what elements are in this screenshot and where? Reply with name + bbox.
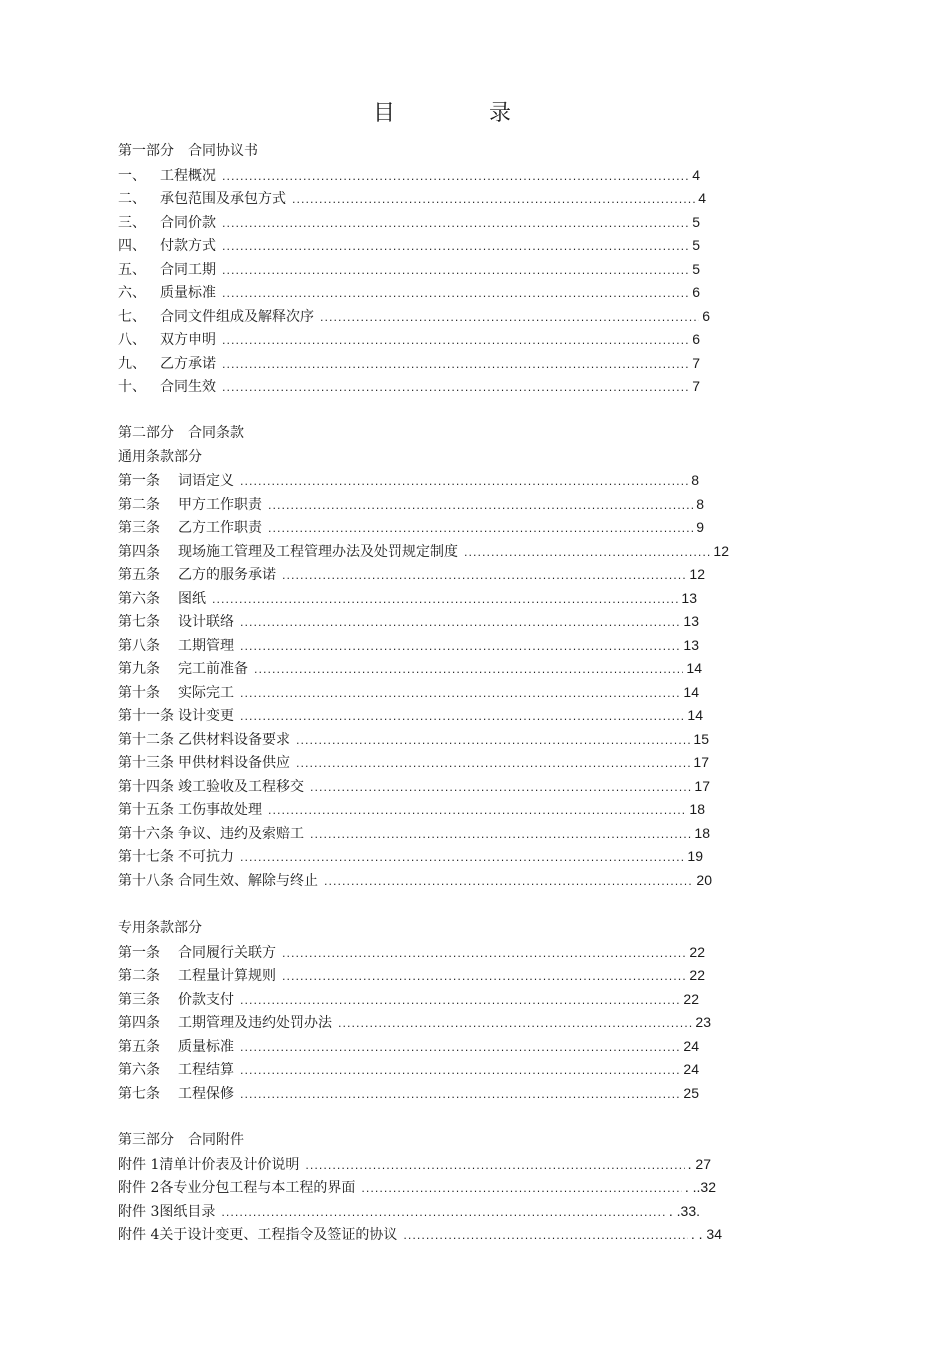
toc-entry-number: 第二条: [118, 968, 160, 984]
toc-entry-title: 合同生效、解除与终止: [178, 872, 318, 889]
toc-entry-title: 工程概况: [160, 167, 216, 184]
dot-leader: [222, 284, 689, 304]
toc-entry-title: 付款方式: [160, 238, 216, 254]
toc-entry-title: 工程保修: [178, 1085, 234, 1102]
toc-entry-number: 十、: [118, 379, 146, 395]
toc-entry[interactable]: [118, 965, 705, 985]
toc-entry-title: 质量标准: [178, 1038, 234, 1055]
toc-entry-title: 合同履行关联方: [178, 944, 276, 961]
dot-leader: [240, 848, 684, 868]
toc-entry-title: 现场施工管理及工程管理办法及处罚规定制度: [178, 543, 458, 560]
dot-leader: [338, 1014, 692, 1034]
toc-entry-page: 24: [683, 1061, 699, 1077]
toc-entry-title: 词语定义: [178, 473, 234, 489]
toc-entry-page: 8: [691, 472, 699, 488]
toc-entry[interactable]: [118, 823, 710, 843]
toc-entry[interactable]: [118, 799, 705, 819]
toc-entry-title: 乙方工作职责: [178, 520, 262, 536]
toc-entry[interactable]: [118, 282, 700, 302]
toc-entry-page: . ..32: [684, 1179, 716, 1195]
toc-entry[interactable]: [118, 1201, 700, 1221]
dot-leader: [296, 731, 690, 751]
toc-entry-title: 双方申明: [160, 332, 216, 348]
dot-leader: [240, 684, 680, 704]
toc-entry-number: 第十五条: [118, 802, 174, 818]
toc-entry-title: 甲供材料设备供应: [178, 755, 290, 771]
toc-entry[interactable]: [118, 1059, 699, 1079]
toc-entry-number: 第五条: [118, 567, 160, 583]
toc-entry-title: 合同文件组成及解释次序: [160, 308, 314, 325]
dot-leader: [222, 167, 689, 187]
dot-leader: [240, 613, 680, 633]
toc-entry-page: 14: [683, 683, 699, 700]
toc-entry-title: 工伤事故处理: [178, 802, 262, 818]
toc-entry-title: 工期管理及违约处罚办法: [178, 1015, 332, 1031]
toc-entry-number: 第八条: [118, 637, 160, 654]
toc-entry-number: 九、: [118, 355, 146, 372]
section-heading: 专用条款部分: [118, 920, 202, 936]
toc-entry-title: 承包范围及承包方式: [160, 191, 286, 207]
toc-entry-title: 清单计价表及计价说明: [159, 1156, 300, 1173]
toc-entry[interactable]: [118, 353, 700, 373]
toc-entry[interactable]: [118, 541, 729, 561]
toc-entry-number: 第四条: [118, 1015, 160, 1031]
toc-entry[interactable]: [118, 1154, 711, 1174]
toc-entry[interactable]: [118, 165, 700, 185]
dot-leader: [292, 190, 695, 210]
toc-entry-page: 23: [695, 1014, 711, 1030]
toc-entry-page: 25: [683, 1084, 699, 1101]
toc-entry-page: 9: [696, 519, 704, 535]
toc-entry-number: 第五条: [118, 1038, 160, 1055]
toc-entry-number: 第七条: [118, 614, 160, 630]
toc-entry-number: 第二条: [118, 496, 160, 513]
dot-leader: [240, 1061, 680, 1081]
toc-entry-title: 不可抗力: [178, 849, 234, 865]
toc-entry-number: 第十六条: [118, 825, 174, 842]
toc-entry-number: 第十七条: [118, 849, 174, 865]
toc-entry-page: 6: [692, 284, 700, 300]
dot-leader: [310, 778, 691, 798]
toc-entry[interactable]: [118, 682, 699, 702]
toc-entry[interactable]: [118, 729, 709, 749]
dot-leader: [320, 308, 699, 328]
toc-entry[interactable]: [118, 188, 706, 208]
toc-entry[interactable]: [118, 1083, 699, 1103]
toc-entry-page: . 27: [687, 1155, 711, 1172]
dot-leader: [222, 214, 689, 234]
toc-entry-page: 4: [698, 190, 706, 206]
toc-entry-number: 第三条: [118, 991, 160, 1008]
toc-entry[interactable]: [118, 776, 710, 796]
toc-entry-title: 设计联络: [178, 614, 234, 630]
toc-entry-number: 五、: [118, 261, 146, 278]
dot-leader: [222, 378, 689, 398]
toc-entry-title: 工程量计算规则: [178, 968, 276, 984]
dot-leader: [240, 707, 684, 727]
toc-entry-page: 13: [683, 613, 699, 629]
toc-entry-title: 乙方承诺: [160, 355, 216, 372]
section-heading: 第一部分 合同协议书: [118, 143, 258, 159]
toc-entry-page: 5: [692, 237, 700, 253]
toc-entry[interactable]: [118, 588, 697, 608]
toc-entry-number: 第一条: [118, 944, 160, 961]
toc-entry-page: 5: [692, 260, 700, 277]
toc-entry-page: 7: [692, 378, 700, 394]
toc-entry-number: 第十一条: [118, 708, 174, 724]
toc-entry-number: 附件 2: [118, 1180, 160, 1196]
toc-entry-number: 附件 4: [118, 1227, 160, 1243]
dot-leader: [282, 944, 686, 964]
dot-leader: [310, 825, 691, 845]
dot-leader: [240, 991, 680, 1011]
toc-entry-page: 12: [689, 566, 705, 582]
toc-entry-title: 图纸目录: [159, 1203, 216, 1220]
toc-entry-number: 附件 3: [118, 1203, 160, 1220]
toc-entry[interactable]: [118, 870, 712, 890]
toc-entry-page: 7: [692, 354, 700, 371]
toc-entry-page: . . 34: [690, 1226, 722, 1242]
toc-entry-title: 乙方的服务承诺: [178, 567, 276, 583]
toc-entry[interactable]: [118, 1224, 722, 1244]
dot-leader: [240, 1085, 680, 1105]
toc-entry-title: 图纸: [178, 590, 206, 607]
toc-entry-title: 合同生效: [160, 379, 216, 395]
toc-entry-title: 关于设计变更、工程指令及签证的协议: [159, 1227, 398, 1243]
dot-leader: [324, 872, 693, 892]
toc-entry-number: 八、: [118, 332, 146, 348]
toc-entry[interactable]: [118, 705, 703, 725]
toc-entry-title: 各专业分包工程与本工程的界面: [159, 1180, 356, 1196]
dot-leader: [240, 1038, 680, 1058]
toc-entry-page: 18: [689, 801, 705, 817]
toc-entry[interactable]: [118, 611, 699, 631]
dot-leader: [240, 472, 688, 492]
toc-entry[interactable]: [118, 1177, 716, 1197]
toc-entry-number: 七、: [118, 308, 146, 325]
toc-entry-title: 工期管理: [178, 637, 234, 654]
toc-entry[interactable]: [118, 989, 699, 1009]
toc-entry[interactable]: [118, 212, 700, 232]
toc-entry-number: 第十四条: [118, 778, 174, 795]
dot-leader: [212, 590, 678, 610]
toc-entry[interactable]: [118, 470, 699, 490]
dot-leader: [268, 519, 693, 539]
toc-entry[interactable]: [118, 658, 702, 678]
dot-leader: [222, 355, 689, 375]
toc-entry-title: 工程结算: [178, 1062, 234, 1078]
toc-entry[interactable]: [118, 1036, 699, 1056]
toc-entry-number: 第四条: [118, 543, 160, 560]
toc-entry-page: 24: [683, 1037, 699, 1054]
toc-entry-number: 附件 1: [118, 1156, 160, 1173]
toc-entry[interactable]: [118, 259, 700, 279]
toc-entry-page: 14: [687, 707, 703, 723]
toc-entry-page: 22: [683, 990, 699, 1007]
toc-entry-page: 19: [687, 848, 703, 864]
dot-leader: [464, 543, 710, 563]
toc-entry[interactable]: [118, 1012, 711, 1032]
toc-entry-title: 完工前准备: [178, 661, 248, 677]
toc-entry-title: 设计变更: [178, 708, 234, 724]
dot-leader: [282, 967, 686, 987]
toc-entry[interactable]: [118, 564, 705, 584]
toc-entry-title: 甲方工作职责: [178, 496, 262, 513]
toc-entry-page: 6: [692, 331, 700, 347]
toc-entry-number: 一、: [118, 167, 146, 184]
toc-entry-page: 15: [693, 730, 709, 747]
toc-entry[interactable]: [118, 235, 700, 255]
toc-entry[interactable]: [118, 517, 704, 537]
toc-entry-page: 20: [696, 871, 712, 888]
dot-leader: [222, 237, 689, 257]
toc-entry[interactable]: [118, 846, 703, 866]
toc-entry-title: 合同工期: [160, 261, 216, 278]
toc-entry-page: 17: [694, 777, 710, 794]
toc-entry-title: 质量标准: [160, 285, 216, 301]
dot-leader: [305, 1156, 684, 1176]
toc-entry-number: 第六条: [118, 590, 160, 607]
dot-leader: [221, 1203, 666, 1223]
toc-entry-number: 第十条: [118, 684, 160, 701]
toc-entry-number: 第十二条: [118, 731, 174, 748]
dot-leader: [282, 566, 686, 586]
toc-entry-page: 14: [686, 660, 702, 676]
toc-entry-number: 第六条: [118, 1062, 160, 1078]
toc-entry[interactable]: [118, 942, 705, 962]
toc-entry-title: 乙供材料设备要求: [178, 731, 290, 748]
toc-entry-page: 22: [689, 943, 705, 960]
dot-leader: [268, 801, 686, 821]
dot-leader: [403, 1226, 688, 1246]
toc-entry[interactable]: [118, 752, 709, 772]
dot-leader: [268, 496, 693, 516]
toc-entry-page: 8: [696, 495, 704, 512]
dot-leader: [222, 261, 689, 281]
toc-entry-page: 5: [692, 213, 700, 230]
toc-entry-title: 竣工验收及工程移交: [178, 778, 304, 795]
toc-entry-number: 第九条: [118, 661, 160, 677]
dot-leader: [222, 331, 689, 351]
toc-entry-title: 价款支付: [178, 991, 234, 1008]
toc-entry-page: 4: [692, 166, 700, 183]
toc-entry-number: 三、: [118, 214, 146, 231]
toc-entry-title: 争议、违约及索赔工: [178, 825, 304, 842]
toc-entry-page: 13: [681, 589, 697, 606]
toc-entry-title: 合同价款: [160, 214, 216, 231]
toc-entry-number: 四、: [118, 238, 146, 254]
section-subheading: 通用条款部分: [118, 448, 202, 465]
toc-entry-number: 二、: [118, 191, 146, 207]
page-title: 目 录: [372, 101, 547, 126]
toc-entry-number: 六、: [118, 285, 146, 301]
toc-entry-number: 第三条: [118, 520, 160, 536]
toc-entry-number: 第一条: [118, 473, 160, 489]
dot-leader: [254, 660, 683, 680]
toc-entry[interactable]: [118, 306, 710, 326]
toc-entry-number: 第七条: [118, 1085, 160, 1102]
toc-entry-page: 18: [694, 824, 710, 841]
dot-leader: [296, 754, 690, 774]
toc-entry-title: 实际完工: [178, 684, 234, 701]
toc-entry[interactable]: [118, 376, 700, 396]
section-heading: 第二部分 合同条款: [118, 425, 244, 441]
toc-entry-page: . .33.: [668, 1202, 700, 1219]
toc-entry-page: 13: [683, 636, 699, 653]
toc-entry[interactable]: [118, 635, 699, 655]
section-heading: 第三部分 合同附件: [118, 1132, 244, 1148]
toc-entry-page: 12: [713, 542, 729, 559]
toc-entry-page: 17: [693, 754, 709, 770]
toc-entry-page: 6: [702, 307, 710, 324]
toc-entry-number: 第十八条: [118, 872, 174, 889]
toc-entry-page: 22: [689, 967, 705, 983]
dot-leader: [240, 637, 680, 657]
toc-entry-number: 第十三条: [118, 755, 174, 771]
toc-entry[interactable]: [118, 494, 704, 514]
toc-entry[interactable]: [118, 329, 700, 349]
dot-leader: [361, 1179, 682, 1199]
